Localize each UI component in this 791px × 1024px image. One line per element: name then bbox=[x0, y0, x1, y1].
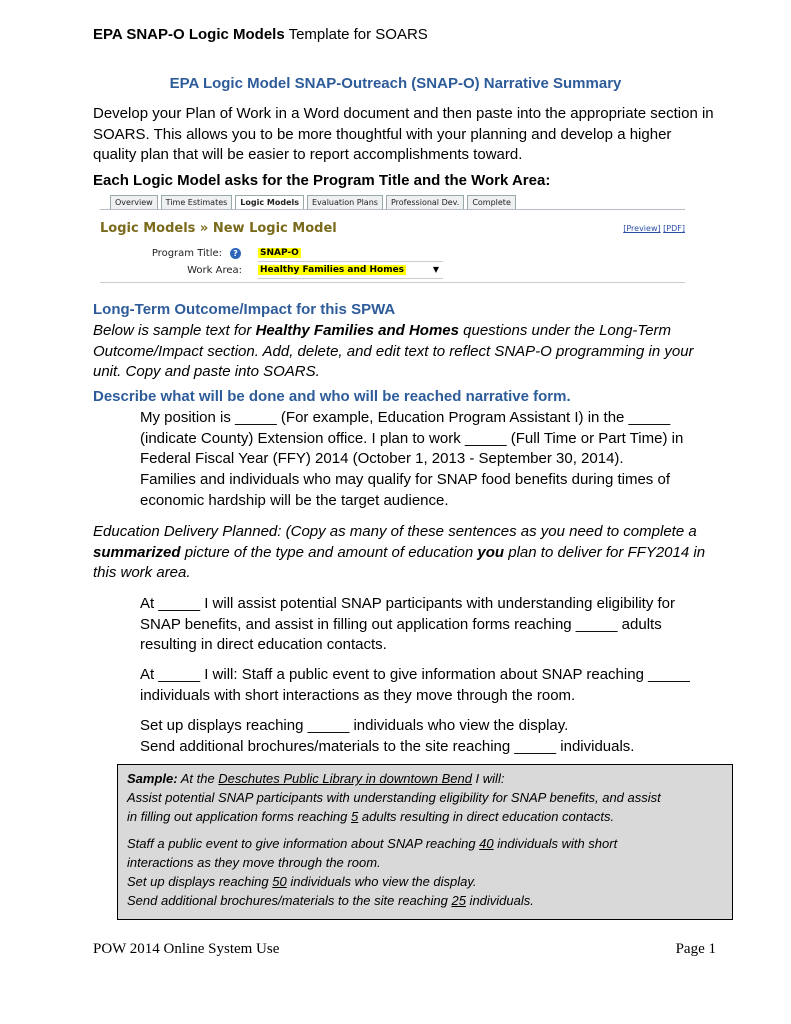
describe-heading: Describe what will be done and who will be reached narrative form. bbox=[93, 388, 571, 405]
tab-logic-models[interactable]: Logic Models bbox=[235, 195, 304, 210]
intro-paragraph: Develop your Plan of Work in a Word document and then paste into the appropriate section in SOARS. This allows you to be more thoughtful with your planning and develop a higher quality plan that will be easier to report accomplishments toward. bbox=[93, 105, 714, 163]
tab-professional-dev[interactable]: Professional Dev. bbox=[386, 195, 464, 210]
preview-link[interactable]: [Preview] bbox=[623, 224, 661, 233]
work-area-label: Work Area: bbox=[187, 265, 242, 276]
sample-line-6: Set up displays reaching 50 individuals who view the display. bbox=[127, 874, 477, 889]
tab-time-estimates[interactable]: Time Estimates bbox=[161, 195, 233, 210]
tab-complete[interactable]: Complete bbox=[467, 195, 516, 210]
outcome-heading: Long-Term Outcome/Impact for this SPWA bbox=[93, 301, 396, 318]
program-title-label: Program Title: bbox=[151, 248, 222, 259]
sample-line-4: Staff a public event to give information about SNAP reaching 40 individuals with short bbox=[127, 836, 618, 851]
tab-evaluation-plans[interactable]: Evaluation Plans bbox=[307, 195, 383, 210]
footer-page-number: Page 1 bbox=[675, 941, 716, 957]
sample-line-2: Assist potential SNAP participants with understanding eligibility for SNAP benefits, and assist bbox=[127, 790, 661, 805]
sample-line-1: Sample: At the Deschutes Public Library in downtown Bend I will: bbox=[127, 771, 505, 786]
work-area-value: Healthy Families and Homes bbox=[260, 265, 405, 275]
logic-model-heading: Each Logic Model asks for the Program Title and the Work Area: bbox=[93, 172, 551, 189]
sample-line-3: in filling out application forms reaching 5 adults resulting in direct education contacts. bbox=[127, 809, 615, 824]
sample-label: Sample: bbox=[127, 771, 178, 786]
delivery-paragraph-4: Send additional brochures/materials to the site reaching _____ individuals. bbox=[140, 738, 635, 755]
soars-links bbox=[623, 224, 685, 233]
soars-page-title: Logic Models » New Logic Model bbox=[100, 221, 337, 236]
header-rest: Template for SOARS bbox=[284, 26, 428, 43]
describe-paragraph-2: Families and individuals who may qualify for SNAP food benefits during times of economic hardship will be the target audience. bbox=[140, 471, 670, 509]
help-icon[interactable]: ? bbox=[230, 248, 241, 259]
document-header bbox=[93, 26, 428, 43]
delivery-bold-you: you bbox=[477, 543, 505, 561]
tab-divider bbox=[100, 209, 685, 210]
delivery-intro: Education Delivery Planned: (Copy as many of these sentences as you need to complete a summarized picture of the type and amount of education you plan to deliver for FFY2014 in this work area. bbox=[93, 523, 706, 581]
delivery-paragraph-1: At _____ I will assist potential SNAP participants with understanding eligibility for SNAP benefits, and assist in filling out application forms reaching _____ adults resulting in direct education contacts. bbox=[140, 595, 676, 653]
soars-screenshot bbox=[100, 193, 685, 283]
tab-overview[interactable]: Overview bbox=[110, 195, 158, 210]
program-title-value: SNAP-O bbox=[260, 248, 299, 258]
delivery-bold-summarized: summarized bbox=[93, 543, 181, 561]
delivery-paragraph-2: At _____ I will: Staff a public event to give information about SNAP reaching _____ individuals with short interactions as they move through the room. bbox=[140, 666, 690, 704]
pdf-link[interactable]: [PDF] bbox=[663, 224, 685, 233]
program-title-field[interactable] bbox=[258, 248, 443, 262]
outcome-paragraph: Below is sample text for Healthy Families and Homes questions under the Long-Term Outcome/Impact section. Add, delete, and edit text to reflect SNAP-O programming in your unit. Copy and paste into SOARS. bbox=[93, 322, 694, 380]
sample-line-7: Send additional brochures/materials to the site reaching 25 individuals. bbox=[127, 893, 534, 908]
sample-box bbox=[117, 764, 733, 920]
sample-location: Deschutes Public Library in downtown Bend bbox=[218, 771, 472, 786]
describe-paragraph-1: My position is _____ (For example, Education Program Assistant I) in the _____ (indicate County) Extension office. I plan to work _____ (Full Time or Part Time) in Federal Fiscal Year (FFY) 2014 (October 1, 2013 - September 30, 2014). bbox=[140, 409, 684, 467]
work-area-select[interactable] bbox=[258, 265, 443, 279]
sample-line-5: interactions as they move through the room. bbox=[127, 855, 381, 870]
header-bold: EPA SNAP-O Logic Models bbox=[93, 26, 285, 43]
form-divider bbox=[100, 282, 685, 283]
chevron-down-icon: ▼ bbox=[432, 265, 439, 274]
document-title: EPA Logic Model SNAP-Outreach (SNAP-O) Narrative Summary bbox=[169, 75, 622, 92]
outcome-bold-topic: Healthy Families and Homes bbox=[255, 322, 459, 339]
delivery-paragraph-3: Set up displays reaching _____ individuals who view the display. bbox=[140, 717, 569, 734]
soars-tab-bar bbox=[110, 195, 516, 210]
footer-left: POW 2014 Online System Use bbox=[93, 941, 280, 957]
